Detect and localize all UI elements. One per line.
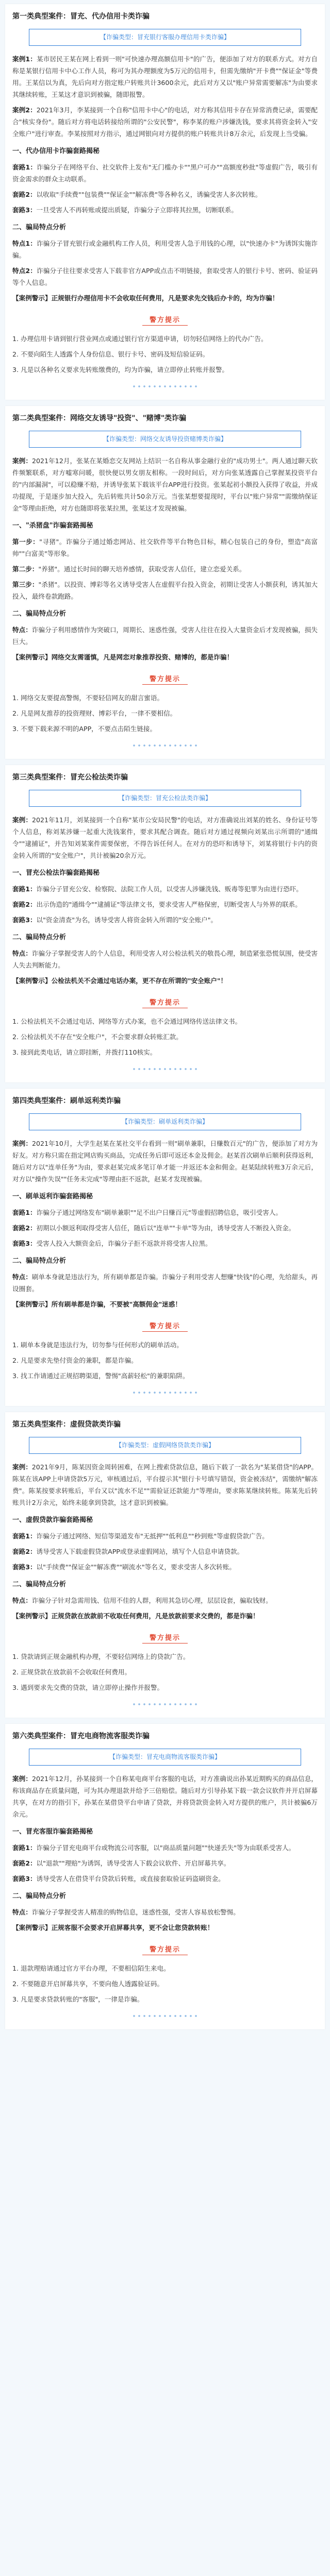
case-paragraph	[12, 1461, 318, 1509]
police-tips-title: 警方提示	[142, 1943, 188, 1955]
case-paragraph	[12, 1222, 318, 1234]
paragraph-text: 诈骗分子针对急需用钱、信用不佳的人群，利用其急切心理，层层设套，骗取钱财。	[31, 1597, 272, 1604]
paragraph-lead: 套路1：	[12, 1532, 37, 1540]
police-tip: 1. 刷单本身就是违法行为，切勿参与任何形式的刷单活动。	[12, 1341, 183, 1349]
paragraph-lead: 特点1：	[12, 240, 37, 247]
section-heading: 二、骗局特点分析	[12, 1581, 67, 1588]
paragraph-lead: 套路2：	[12, 1224, 37, 1232]
case-paragraph	[12, 1530, 318, 1542]
case-type-banner: 【诈骗类型：刷单返利类诈骗】	[29, 1113, 301, 1130]
paragraph-lead: 案例：	[12, 816, 32, 824]
police-tips-heading	[12, 313, 318, 326]
police-tip: 1. 办理信用卡请到银行营业网点或通过银行官方渠道申请，切勿轻信网络上的代办广告。	[12, 335, 268, 343]
case-warning: 【案例警示】所有刷单都是诈骗，不要被"高额佣金"迷惑！	[12, 1300, 182, 1308]
paragraph-lead: 套路1：	[12, 885, 37, 893]
police-tips-heading	[12, 1631, 318, 1643]
paragraph-text: 以"资金清查"为名，诱导受害人将资金转入所谓的"安全账户"。	[36, 916, 218, 924]
paragraph-text: 2021年11月，刘某接到一个自称"某市公安局民警"的电话，对方准确说出刘某的姓名、身份证号等个人信息，称刘某涉嫌一起重大洗钱案件，要求其配合调查。随后对方通过视频向刘某出示所谓的"通缉令""逮捕证"，并告知刘某案件需要保密，不得告诉任何人。在对方的恐吓和诱导下，刘某将银行卡内的资金转入所谓的"安全账户"，共计被骗20余万元。	[12, 816, 318, 859]
paragraph-text: "寻猪"。诈骗分子通过婚恋网站、社交软件等平台物色目标，精心包装自己的身份，塑造"高富帅""白富美"等形象。	[12, 538, 318, 557]
paragraph-text: 刷单本身就是违法行为，所有刷单都是诈骗。诈骗分子利用受害人想赚"快钱"的心理，先给甜头，再设圈套。	[12, 1273, 318, 1293]
divider-dots	[131, 1392, 199, 1394]
case-paragraph	[12, 1906, 318, 1918]
paragraph-text: 出示伪造的"通缉令""逮捕证"等法律文书，要求受害人严格保密，切断受害人与外界的联系。	[36, 901, 302, 908]
dotted-divider	[12, 1062, 318, 1072]
case-paragraph	[12, 563, 318, 575]
case-paragraph	[12, 189, 318, 200]
case-paragraph	[12, 883, 318, 895]
case-paragraph	[12, 1873, 318, 1885]
paragraph-text: 某市居民王某在网上看到一则"可快速办理高额信用卡"的广告，便添加了对方的联系方式。对方自称是某银行信用卡中心工作人员，称可为其办理额度为5万元的信用卡，但需先缴纳"开卡费""保证金"等费用。王某信以为真，先后向对方指定账户转账共计3600余元，此后对方又以"账户异常需要解冻"为由要求其继续转账，王某这才意识到被骗，随即报警。	[12, 55, 318, 98]
case-paragraph	[12, 265, 318, 289]
police-tip: 2. 凡是要求先垫付资金的兼职，都是诈骗。	[12, 1357, 138, 1364]
paragraph-text: 受害人投入大额资金后，诈骗分子拒不返款并将受害人拉黑。	[36, 1240, 212, 1247]
case-type-banner: 【诈骗类型：冒充银行客服办理信用卡类诈骗】	[29, 29, 301, 46]
police-tip: 3. 接到此类电话，请立即挂断，并拨打110核实。	[12, 1048, 157, 1056]
dotted-divider	[12, 739, 318, 749]
case-paragraph	[12, 204, 318, 216]
paragraph-lead: 套路2：	[12, 1859, 37, 1867]
divider-dots	[131, 1068, 199, 1070]
police-tips-heading	[12, 996, 318, 1008]
paragraph-lead: 第三步：	[12, 581, 39, 588]
police-tips-heading	[12, 1319, 318, 1332]
case-card	[5, 4, 325, 400]
paragraph-text: 以收取"手续费""包装费""保证金""解冻费"等各种名义，诱骗受害人多次转账。	[36, 191, 262, 198]
paragraph-lead: 特点：	[12, 950, 32, 957]
paragraph-lead: 套路1：	[12, 163, 37, 171]
paragraph-text: 以"退款""理赔"为诱饵，诱导受害人下载会议软件、开启屏幕共享。	[36, 1859, 230, 1867]
case-paragraph	[12, 53, 318, 100]
paragraph-lead: 套路2：	[12, 901, 37, 908]
paragraph-text: 诈骗分子掌握受害人的个人信息，利用受害人对公检法机关的敬畏心理，制造紧张恐慌氛围，使受害人失去判断能力。	[12, 950, 318, 969]
divider-dots	[131, 1703, 199, 1705]
case-type-banner: 【诈骗类型：网络交友诱导投资赌博类诈骗】	[29, 431, 301, 448]
case-card	[5, 1089, 325, 1406]
police-tips-title: 警方提示	[142, 313, 188, 326]
case-warning: 【案例警示】公检法机关不会通过电话办案，更不存在所谓的"安全账户"！	[12, 977, 227, 985]
paragraph-lead: 案例：	[12, 1140, 32, 1147]
case-card	[5, 406, 325, 759]
case-warning: 【案例警示】正规贷款在放款前不收取任何费用，凡是放款前要求交费的，都是诈骗！	[12, 1612, 259, 1620]
case-paragraph	[12, 1842, 318, 1854]
paragraph-text: 2021年12月，孙某接到一个自称某电商平台客服的电话，对方准确说出孙某近期购买的商品信息，称该商品存在质量问题，可为其办理退款并给予三倍赔偿。随后对方引导孙某下载一款会议软件并开启屏幕共享，在对方的指引下，孙某在某借贷平台申请了贷款，并将贷款资金转入对方提供的账户，共计被骗6万余元。	[12, 1775, 318, 1818]
paragraph-text: 诈骗分子往往要求受害人下载非官方APP或点击不明链接，套取受害人的银行卡号、密码、验证码等个人信息。	[12, 267, 318, 286]
police-tip: 2. 公检法机关不存在"安全账户"，不会要求群众转账汇款。	[12, 1033, 183, 1041]
paragraph-text: 2021年3月，李某接到一个自称"信用卡中心"的电话，对方称其信用卡存在异常消费记录，需要配合"核实身份"。随后对方将电话转接给所谓的"公安民警"，称李某的账户涉嫌洗钱，要求其将资金转入"安全账户"进行审查。李某按照对方指示，通过网银向对方提供的账户转账共计8万余元，后发现上当受骗。	[12, 106, 318, 138]
paragraph-lead: 特点：	[12, 1597, 32, 1604]
case-type-banner: 【诈骗类型：冒充电商物流客服类诈骗】	[29, 1749, 301, 1766]
case-paragraph	[12, 238, 318, 261]
paragraph-text: 诈骗分子利用感情作为突破口，周期长、迷惑性强，受害人往往在投入大量资金后才发现被骗，损失巨大。	[12, 626, 318, 646]
paragraph-lead: 套路3：	[12, 1240, 37, 1247]
police-tip: 3. 凡是以各种名义要求先转账缴费的，均为诈骗，请立即停止转账并报警。	[12, 366, 229, 374]
police-tip: 3. 不要下载来源不明的APP，不要点击陌生链接。	[12, 725, 157, 733]
case-paragraph	[12, 1773, 318, 1820]
case-paragraph	[12, 161, 318, 185]
section-heading: 一、冒充客服诈骗套路揭秘	[12, 1828, 93, 1836]
case-title: 第六类典型案件：冒充电商物流客服类诈骗	[12, 1732, 150, 1740]
case-paragraph	[12, 1546, 318, 1557]
section-heading: 一、虚假贷款诈骗套路揭秘	[12, 1516, 93, 1524]
police-tip: 1. 退款理赔请通过官方平台办理，不要相信陌生来电。	[12, 1964, 170, 1972]
case-paragraph	[12, 624, 318, 648]
case-paragraph	[12, 1271, 318, 1295]
case-card	[5, 1724, 325, 2029]
police-tip: 3. 找工作请通过正规招聘渠道，警惕"高薪轻松"的兼职陷阱。	[12, 1372, 189, 1380]
case-paragraph	[12, 814, 318, 861]
paragraph-lead: 案例：	[12, 1775, 32, 1783]
paragraph-text: 诈骗分子通过网络发布"刷单兼职""足不出户日赚百元"等虚假招聘信息，吸引受害人。	[36, 1209, 283, 1216]
dotted-divider	[12, 380, 318, 389]
police-tip: 1. 网络交友要提高警惕，不要轻信网友的甜言蜜语。	[12, 694, 164, 702]
police-tips-title: 警方提示	[142, 996, 188, 1008]
paragraph-lead: 特点：	[12, 626, 32, 634]
paragraph-lead: 特点：	[12, 1273, 32, 1281]
paragraph-lead: 特点2：	[12, 267, 37, 275]
section-heading: 二、骗局特点分析	[12, 1892, 67, 1900]
paragraph-text: 诈骗分子掌握受害人精准的购物信息，迷惑性强，受害人容易放松警惕。	[31, 1908, 240, 1916]
section-heading: 二、骗局特点分析	[12, 224, 67, 231]
section-heading: 一、代办信用卡诈骗套路揭秘	[12, 147, 100, 155]
case-paragraph	[12, 536, 318, 560]
paragraph-text: 诈骗分子通过网络、短信等渠道发布"无抵押""低利息""秒到账"等虚假贷款广告。	[36, 1532, 269, 1540]
paragraph-lead: 套路3：	[12, 916, 37, 924]
case-paragraph	[12, 104, 318, 140]
case-paragraph	[12, 579, 318, 602]
police-tip: 2. 不要向陌生人透露个人身份信息、银行卡号、密码及短信验证码。	[12, 350, 209, 358]
paragraph-lead: 案例1：	[12, 55, 37, 63]
police-tip: 3. 遇到要求先交费的贷款，请立即停止操作并报警。	[12, 1684, 164, 1691]
case-paragraph	[12, 1238, 318, 1249]
dotted-divider	[12, 1698, 318, 1707]
police-tips-heading	[12, 1943, 318, 1955]
case-paragraph	[12, 455, 318, 514]
case-paragraph	[12, 947, 318, 971]
paragraph-lead: 第一步：	[12, 538, 40, 546]
case-paragraph	[12, 899, 318, 910]
section-heading: 一、刷单返利诈骗套路揭秘	[12, 1193, 93, 1200]
case-paragraph	[12, 1857, 318, 1869]
paragraph-lead: 套路3：	[12, 1563, 37, 1571]
paragraph-text: 诱导受害人下载虚假贷款APP或登录虚假网站，填写个人信息申请贷款。	[36, 1548, 244, 1555]
paragraph-lead: 套路3：	[12, 1875, 37, 1883]
paragraph-lead: 案例：	[12, 1463, 32, 1471]
paragraph-text: 诈骗分子冒充公安、检察院、法院工作人员，以受害人涉嫌洗钱、贩毒等犯罪为由进行恐吓。	[36, 885, 303, 893]
divider-dots	[131, 2015, 199, 2017]
police-tips-title: 警方提示	[142, 1631, 188, 1643]
paragraph-lead: 案例2：	[12, 106, 37, 114]
divider-dots	[131, 385, 199, 387]
case-type-banner: 【诈骗类型：冒充公检法类诈骗】	[29, 790, 301, 807]
paragraph-text: 诱导受害人在借贷平台贷款后转账，或直接套取验证码盗刷资金。	[36, 1875, 225, 1883]
section-heading: 一、"杀猪盘"诈骗套路揭秘	[12, 522, 93, 530]
police-tip: 1. 公检法机关不会通过电话、网络等方式办案，也不会通过网络传送法律文书。	[12, 1018, 242, 1025]
police-tip: 1. 贷款请到正规金融机构办理，不要轻信网络上的贷款广告。	[12, 1653, 190, 1660]
page-root	[0, 4, 330, 2029]
dotted-divider	[12, 2009, 318, 2019]
paragraph-lead: 特点：	[12, 1908, 32, 1916]
section-heading: 二、骗局特点分析	[12, 610, 67, 618]
police-tip: 3. 凡是要求贷款转账的"客服"，一律是诈骗。	[12, 1995, 144, 2003]
paragraph-lead: 套路1：	[12, 1209, 37, 1216]
section-heading: 二、骗局特点分析	[12, 934, 67, 941]
case-paragraph	[12, 1561, 318, 1573]
paragraph-text: 2021年9月，陈某因资金周转困难，在网上搜索贷款信息，随后下载了一款名为"某某借贷"的APP。陈某在该APP上申请贷款5万元，审核通过后，平台提示其"银行卡号填写错误，资金被冻结"，需缴纳"解冻费"。陈某按要求转账后，平台又以"流水不足""需验证还款能力"等理由，要求陈某继续转账。陈某先后转账共计2万余元，始终未能拿到贷款，这才意识到被骗。	[12, 1463, 318, 1506]
case-card	[5, 1412, 325, 1718]
paragraph-text: "养猪"。通过长时间的聊天培养感情，获取受害人信任，建立恋爱关系。	[38, 565, 246, 573]
paragraph-text: 2021年12月，张某在某婚恋交友网站上结识一名自称从事金融行业的"成功男士"。两人通过聊天软件频繁联系，对方嘘寒问暖，很快便以男女朋友相称。一段时间后，对方向张某透露自己掌握某投资平台的"内部漏洞"，可以稳赚不赔，并诱导张某下载该平台APP进行投资。张某起初小额投入获得了收益，并成功提现，于是逐步加大投入，先后转账共计50余万元。当张某想要提现时，平台以"账户异常""需缴纳保证金"等理由拒绝，对方也随即将张某拉黑，张某这才发现被骗。	[12, 457, 318, 512]
paragraph-text: 一旦受害人不再转账或提出质疑，诈骗分子立即将其拉黑，切断联系。	[36, 206, 238, 214]
paragraph-lead: 套路2：	[12, 191, 37, 198]
case-paragraph	[12, 914, 318, 926]
paragraph-text: 2021年10月，大学生赵某在某社交平台看到一则"刷单兼职，日赚数百元"的广告，便添加了对方为好友。对方称只需在指定网店购买商品，完成任务后即可返还本金及佣金。赵某首次刷单后顺利获得返利，随后对方以"连单任务"为由，要求赵某完成多笔订单才能一并返还本金和佣金。赵某陆续转账3万余元后，对方以"操作失误""任务未完成"等理由拒不返款，赵某才发现被骗。	[12, 1140, 318, 1183]
paragraph-text: 以"手续费""保证金""解冻费""刷流水"等名义，要求受害人多次转账。	[36, 1563, 236, 1571]
police-tip: 2. 正规贷款在放款前不会收取任何费用。	[12, 1668, 131, 1676]
section-heading: 一、冒充公检法诈骗套路揭秘	[12, 869, 100, 877]
paragraph-text: 诈骗分子冒充电商平台或物流公司客服，以"商品质量问题""快递丢失"等为由联系受害人。	[36, 1844, 295, 1852]
paragraph-text: "杀猪"。以投资、博彩等名义诱导受害人在虚假平台投入资金，初期让受害人小额获利，诱其加大投入，最终卷款跑路。	[12, 581, 318, 600]
case-paragraph	[12, 1207, 318, 1218]
paragraph-text: 诈骗分子在网络平台、社交软件上发布"无门槛办卡""黑户可办""高额度秒批"等虚假广告，吸引有资金需求的群众主动联系。	[12, 163, 318, 183]
case-paragraph	[12, 1138, 318, 1185]
case-warning: 【案例警示】正规银行办理信用卡不会收取任何费用，凡是要求先交钱后办卡的，均为诈骗！	[12, 294, 279, 302]
case-type-banner: 【诈骗类型：虚假网络贷款类诈骗】	[29, 1437, 301, 1454]
paragraph-text: 初期以小额返利取得受害人信任，随后以"连单""卡单"等为由，诱导受害人不断投入资金。	[36, 1224, 295, 1232]
police-tips-heading	[12, 672, 318, 685]
case-paragraph	[12, 1595, 318, 1606]
paragraph-lead: 套路1：	[12, 1844, 37, 1852]
dotted-divider	[12, 1386, 318, 1396]
divider-dots	[131, 744, 199, 747]
case-title: 第一类典型案件：冒充、代办信用卡类诈骗	[12, 12, 150, 21]
paragraph-lead: 第二步：	[12, 565, 39, 573]
paragraph-text: 诈骗分子冒充银行或金融机构工作人员，利用受害人急于用钱的心理，以"快速办卡"为诱饵实施诈骗。	[12, 240, 318, 259]
police-tips-title: 警方提示	[142, 1319, 188, 1332]
case-title: 第四类典型案件：刷单返利类诈骗	[12, 1097, 121, 1105]
police-tip: 2. 凡是网友推荐的投资理财、博彩平台，一律不要相信。	[12, 709, 177, 717]
case-card	[5, 765, 325, 1082]
section-heading: 二、骗局特点分析	[12, 1257, 67, 1265]
case-title: 第五类典型案件：虚假贷款类诈骗	[12, 1420, 121, 1429]
police-tips-title: 警方提示	[142, 672, 188, 685]
paragraph-lead: 套路3：	[12, 206, 37, 214]
case-title: 第三类典型案件：冒充公检法类诈骗	[12, 773, 128, 782]
paragraph-lead: 案例：	[12, 457, 32, 465]
case-title: 第二类典型案件：网络交友诱导"投资"、"赌博"类诈骗	[12, 414, 187, 422]
paragraph-lead: 套路2：	[12, 1548, 37, 1555]
police-tip: 2. 不要随意开启屏幕共享，不要向他人透露验证码。	[12, 1980, 164, 1988]
case-warning: 【案例警示】网络交友需谨慎，凡是网恋对象推荐投资、赌博的，都是诈骗！	[12, 653, 234, 661]
case-warning: 【案例警示】正规客服不会要求开启屏幕共享，更不会让您贷款转账！	[12, 1924, 214, 1931]
